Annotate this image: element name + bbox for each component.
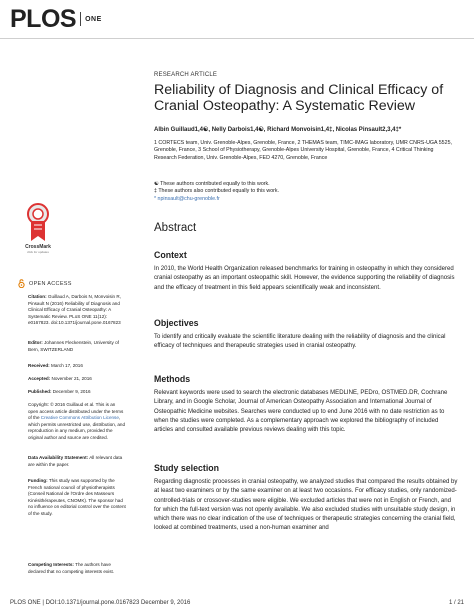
- open-access-label: OPEN ACCESS: [29, 280, 72, 287]
- objectives-text: To identify and critically evaluate the scientific literature dealing with the reliability of diagnosis and the clinical efficacy of techniques and therapeutic strategies used in cranial osteopathy.: [154, 334, 446, 350]
- crossmark-sublabel: click for updates: [27, 250, 49, 254]
- editor-text: Johannes Fleckenstein, University of Bern, SWITZERLAND: [28, 340, 119, 352]
- editor-label: Editor:: [28, 340, 43, 345]
- license-link[interactable]: Creative Commons Attribution License: [40, 415, 119, 420]
- published-block: [28, 389, 126, 396]
- equal-contribution-note: ☯ These authors contributed equally to this work.: [154, 181, 270, 187]
- received-date: March 17, 2016: [51, 363, 83, 368]
- crossmark-label: CrossMark: [25, 244, 51, 250]
- logo-wordmark: [10, 6, 76, 32]
- citation-text: Guillaud A, Darbois N, Monvoisin R, Pinsault N (2016) Reliability of Diagnosis and Clinical Efficacy of Cranial Osteopathy: A Systematic Review. PLoS ONE 11(12): e0167823. doi:10.1371/journal.pone.0167823: [28, 294, 121, 325]
- also-equal-contribution-note: ‡ These authors also contributed equally to this work.: [154, 188, 280, 195]
- logo-divider: [80, 12, 81, 26]
- competing-interests-label: Competing Interests:: [28, 562, 74, 567]
- author-list: Albin Guillaud1,4☯, Nelly Darbois1,4☯, Richard Monvoisin1,4‡, Nicolas Pinsault2,3,4‡*: [154, 127, 402, 133]
- data-availability-label: Data Availability Statement:: [28, 455, 89, 460]
- editor-block: [28, 340, 126, 353]
- footer-citation: PLOS ONE | DOI:10.1371/journal.pone.0167823 December 9, 2016: [10, 600, 191, 606]
- author-notes: [154, 181, 454, 203]
- copyright-block: [28, 402, 126, 441]
- data-availability-text: All relevant data are within the paper.: [28, 455, 123, 467]
- study-selection-heading: Study selection: [154, 463, 220, 473]
- funding-text: This study was supported by the French national council of physiotherapists (Conseil National de l'Ordre des Masseurs Kinésithérapeutes, CNOMK). The sponsor had no influence on editorial control over the content of the study.: [28, 478, 126, 516]
- data-availability-block: [28, 455, 126, 468]
- published-date: December 9, 2016: [52, 389, 91, 394]
- article-title: Reliability of Diagnosis and Clinical Efficacy of Cranial Osteopathy: A Systematic Review: [154, 82, 444, 114]
- crossmark-badge[interactable]: [22, 203, 54, 253]
- logo-text: PLOS: [10, 5, 77, 33]
- accepted-block: [28, 376, 126, 383]
- accepted-date: November 21, 2016: [51, 376, 92, 381]
- context-text: In 2010, the World Health Organization released benchmarks for training in osteopathy in which they considered cranial osteopathy as an important osteopathic skill. However, the evidence supporting the reliability of diagnosis and the efficacy of treatment in this field appears scientifically weak and inconsistent.: [154, 266, 455, 291]
- study-selection-text: Regarding diagnostic processes in cranial osteopathy, we analyzed studies that compared the results obtained by at least two examiners or by the same examiner on at least two occasions. For efficacy studies, only randomized-controlled-trials or crossover-studies were eligible. We excluded articles that were not in English or French, and for which the full-text version was not openly available. We also excluded studies with unsuitable study design, in which there was no clear indication of the use of techniques or therapeutic strategies concerning the cranial field, looked at combined treatments, used a non-human examiner and: [154, 479, 458, 532]
- page-footer: [10, 600, 464, 606]
- plos-logo: [10, 6, 102, 32]
- published-label: Published:: [28, 389, 52, 394]
- citation-block: [28, 294, 126, 327]
- context-heading: Context: [154, 250, 187, 260]
- methods-text: Relevant keywords were used to search the electronic databases MEDLINE, PEDro, OSTMED.DR, Cochrane Library, and in Google Scholar, Journal of American Osteopathy Association and International Journal of Osteopathic Medicine websites. Searches were conducted up to end June 2016 with no date restriction as to when the studies were completed. As a complementary approach we explored the bibliography of included articles and consulted available previous reviews dealing with this topic.: [154, 390, 448, 434]
- journal-name: ONE: [85, 15, 102, 23]
- copyright-text: Copyright: © 2016 Guillaud et al. This is an open access article distributed under the terms of the: [28, 402, 124, 420]
- article-type: RESEARCH ARTICLE: [154, 72, 218, 78]
- license-rest: , which permits unrestricted use, distribution, and reproduction in any medium, provided the original author and source are credited.: [28, 415, 126, 440]
- page-number: 1 / 21: [448, 600, 464, 606]
- methods-heading: Methods: [154, 374, 191, 384]
- received-label: Received:: [28, 363, 50, 368]
- objectives-heading: Objectives: [154, 318, 199, 328]
- citation-label: Citation:: [28, 294, 47, 299]
- funding-block: [28, 478, 126, 517]
- open-access-badge: [18, 279, 72, 288]
- received-block: [28, 363, 126, 370]
- open-lock-icon: [18, 279, 25, 288]
- abstract-heading: Abstract: [154, 222, 197, 234]
- competing-interests-text: The authors have declared that no competing interests exist.: [28, 562, 115, 574]
- competing-interests-block: [28, 562, 126, 575]
- header-rule: [0, 38, 474, 39]
- crossmark-icon: [27, 203, 49, 243]
- accepted-label: Accepted:: [28, 376, 51, 381]
- affiliations: 1 CORTECS team, Univ. Grenoble-Alpes, Grenoble, France, 2 THEMAS team, TIMC-IMAG laboratory, UMR CNRS-UGA 5525, Grenoble, France, 3 School of Physiotherapy, Grenoble-Alpes University Hospital, Grenoble, France, 4 Critical Thinking Research Federation, Univ. Grenoble-Alpes, FED 4270, Grenoble, France: [154, 140, 452, 161]
- funding-label: Funding:: [28, 478, 48, 483]
- corresponding-email-link[interactable]: * npinsault@chu-grenoble.fr: [154, 195, 220, 202]
